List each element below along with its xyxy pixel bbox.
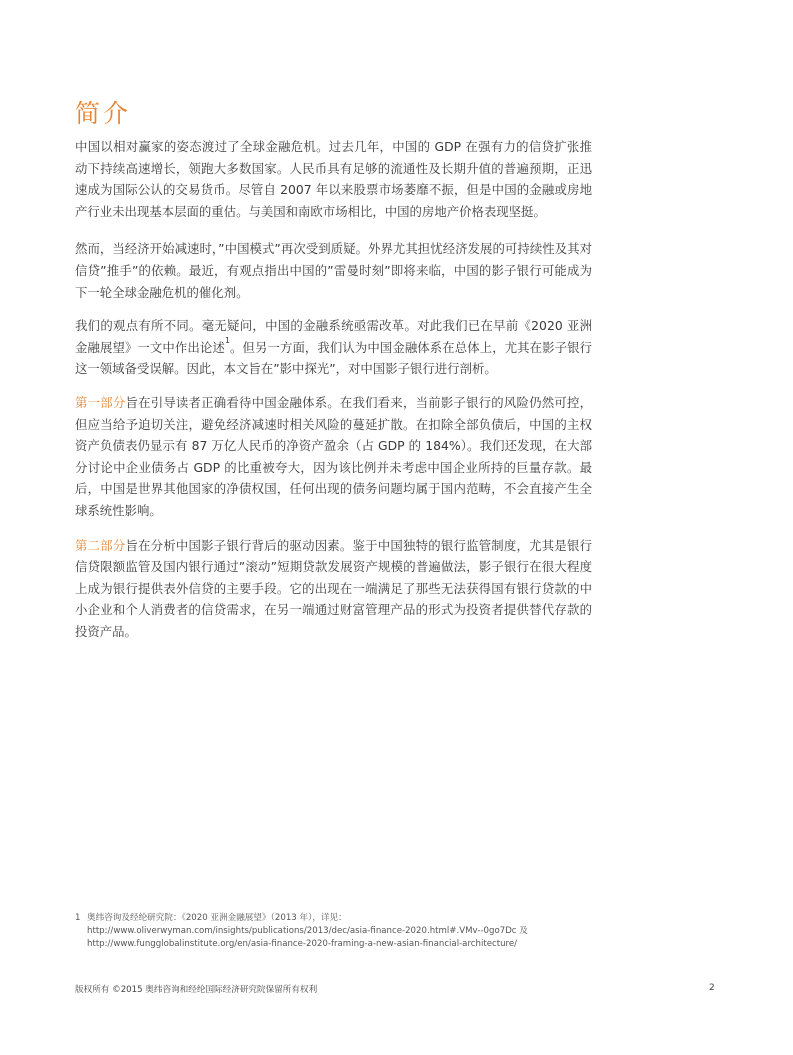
part-two-label: 第二部分 [75, 537, 126, 553]
footnote-link-fungglobal[interactable]: http://www.fungglobalinstitute.org/en/asia-finance-2020-framing-a-new-asian-financial-architecture/ [87, 939, 518, 949]
paragraph-our-view-text-b: 。但另一方面，我们认为中国金融体系在总体上，尤其在影子银行这一领域备受误解。因此，本文旨在”影中探光”，对中国影子银行进行剖析。 [75, 339, 593, 377]
part-one-text: 旨在引导读者正确看待中国金融体系。在我们看来，当前影子银行的风险仍然可控，但应当给予迫切关注，避免经济减速时相关风险的蔓延扩散。在扣除全部负债后，中国的主权资产负债表仍显示有 87 万亿人民币的净资产盈余（占 GDP 的 184%）。我们还发现，在大部分讨论中企业债务占 GDP 的比重被夸大，因为该比例并未考虑中国企业所持的巨量存款。最后，中国是世界其他国家的净债权国，任何出现的债务问题均属于国内范畴，不会直接产生全球系统性影响。 [75, 394, 593, 518]
footer-copyright: 版权所有 ©2015 奥纬咨询和经纶国际经济研究院保留所有权利 [75, 985, 318, 995]
footnote-ref: 1 [224, 335, 230, 345]
footnote-number: 1 [75, 913, 81, 923]
part-one-label: 第一部分 [75, 394, 126, 410]
page-number: 2 [709, 983, 715, 993]
paragraph-our-view [75, 315, 592, 380]
part-two-text: 旨在分析中国影子银行背后的驱动因素。鉴于中国独特的银行监管制度，尤其是银行信贷限额监管及国内银行通过”滚动”短期贷款发展资产规模的普遍做法，影子银行在很大程度上成为银行提供表外信贷的主要手段。它的出现在一端满足了那些无法获得国有银行贷款的中小企业和个人消费者的信贷需求，在另一端通过财富管理产品的形式为投资者提供替代存款的投资产品。 [75, 537, 593, 639]
body-text [75, 136, 592, 658]
footnote-citation: 奥纬咨询及经纶研究院：《2020 亚洲金融展望》（2013 年），详见： [87, 913, 347, 923]
paragraph-part-two [75, 535, 592, 643]
page-title: 简介 [75, 99, 132, 128]
paragraph-part-one [75, 392, 592, 522]
paragraph-our-view-text-a: 我们的观点有所不同。毫无疑问，中国的金融系统亟需改革。对此我们已在早前《2020 亚洲金融展望》一文中作出论述 [75, 318, 592, 355]
footnote [75, 912, 715, 951]
footnote-link-oliverwyman[interactable]: http://www.oliverwyman.com/insights/publications/2013/dec/asia-finance-2020.html#.VMv--0go7Dc 及 [87, 926, 528, 936]
paragraph-intro: 中国以相对赢家的姿态渡过了全球金融危机。过去几年，中国的 GDP 在强有力的信贷扩张推动下持续高速增长，领跑大多数国家。人民币具有足够的流通性及长期升值的普遍预期，正迅速成为国际公认的交易货币。尽管自 2007 年以来股票市场萎靡不振，但是中国的金融或房地产行业未出现基本层面的重估。与美国和南欧市场相比，中国的房地产价格表现坚挺。 [75, 139, 592, 219]
paragraph-china-model: 然而，当经济开始减速时，”中国模式”再次受到质疑。外界尤其担忧经济发展的可持续性及其对信贷”推手”的依赖。最近，有观点指出中国的”雷曼时刻”即将来临，中国的影子银行可能成为下一轮全球金融危机的催化剂。 [75, 241, 592, 300]
